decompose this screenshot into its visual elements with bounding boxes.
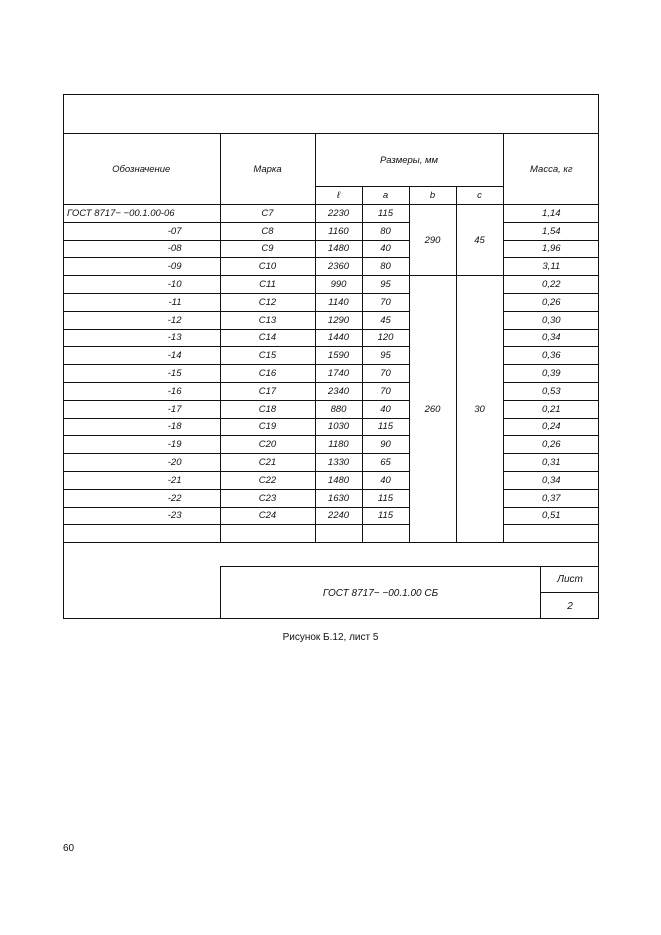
row-a: 90	[362, 436, 409, 454]
row-mass: 0,24	[503, 418, 599, 436]
table-row	[63, 507, 599, 525]
row-designation: -11	[63, 293, 220, 311]
row-l: 1330	[315, 454, 362, 472]
row-mass: 0,31	[503, 454, 599, 472]
row-designation: -18	[63, 418, 220, 436]
row-l: 1480	[315, 240, 362, 258]
row-a: 40	[362, 240, 409, 258]
row-l: 2240	[315, 507, 362, 525]
row-mass: 0,26	[503, 293, 599, 311]
header-mark: Марка	[220, 134, 315, 205]
row-mass: 1,14	[503, 205, 599, 223]
row-a: 95	[362, 276, 409, 294]
table-row	[63, 436, 599, 454]
row-designation: -21	[63, 471, 220, 489]
row-l: 2340	[315, 382, 362, 400]
table-row	[63, 471, 599, 489]
row-l: 2230	[315, 205, 362, 223]
table-row	[63, 329, 599, 347]
empty-mass	[503, 525, 599, 543]
group1-b: 290	[409, 205, 456, 276]
table-row	[63, 222, 599, 240]
row-a: 115	[362, 205, 409, 223]
row-mark: С20	[220, 436, 315, 454]
row-mark: С22	[220, 471, 315, 489]
row-designation: -10	[63, 276, 220, 294]
table-row	[63, 400, 599, 418]
row-a: 45	[362, 311, 409, 329]
row-designation: -15	[63, 365, 220, 383]
row-a: 120	[362, 329, 409, 347]
group2-c: 30	[456, 276, 503, 543]
row-mark: С18	[220, 400, 315, 418]
title-block-sheet-label: Лист	[541, 567, 599, 593]
row-l: 1030	[315, 418, 362, 436]
row-designation: -09	[63, 258, 220, 276]
row-designation: -17	[63, 400, 220, 418]
row-mass: 0,51	[503, 507, 599, 525]
figure-caption: Рисунок Б.12, лист 5	[282, 632, 379, 643]
row-mass: 0,21	[503, 400, 599, 418]
row-designation: -07	[63, 222, 220, 240]
row-mark: С9	[220, 240, 315, 258]
title-block-code: ГОСТ 8717− −00.1.00 СБ	[221, 567, 541, 619]
row-mark: С17	[220, 382, 315, 400]
row-designation: -16	[63, 382, 220, 400]
row-mass: 0,37	[503, 489, 599, 507]
row-mass: 0,34	[503, 471, 599, 489]
row-designation: -12	[63, 311, 220, 329]
table-row	[63, 489, 599, 507]
row-l: 1140	[315, 293, 362, 311]
row-l: 1440	[315, 329, 362, 347]
row-mark: С7	[220, 205, 315, 223]
group2-b: 260	[409, 276, 456, 543]
row-l: 880	[315, 400, 362, 418]
title-block-sheet-number: 2	[567, 600, 573, 612]
title-block	[220, 566, 599, 619]
row-a: 115	[362, 418, 409, 436]
row-mark: С8	[220, 222, 315, 240]
table-row	[63, 418, 599, 436]
header-b: b	[409, 187, 456, 205]
row-a: 80	[362, 258, 409, 276]
row-l: 1740	[315, 365, 362, 383]
header-c: c	[456, 187, 503, 205]
table-row	[63, 347, 599, 365]
row-a: 40	[362, 400, 409, 418]
specification-table	[63, 133, 599, 543]
row-l: 2360	[315, 258, 362, 276]
row-mass: 0,34	[503, 329, 599, 347]
table-row	[63, 293, 599, 311]
row-a: 65	[362, 454, 409, 472]
header-designation: Обозначение	[63, 134, 220, 205]
row-mass: 0,30	[503, 311, 599, 329]
header-dimensions: Размеры, мм	[315, 134, 503, 187]
group1-c: 45	[456, 205, 503, 276]
row-mark: С21	[220, 454, 315, 472]
row-mark: С15	[220, 347, 315, 365]
row-a: 70	[362, 293, 409, 311]
row-mark: С14	[220, 329, 315, 347]
table-row	[63, 365, 599, 383]
table-row	[63, 454, 599, 472]
row-designation: -20	[63, 454, 220, 472]
row-a: 95	[362, 347, 409, 365]
empty-row	[63, 525, 599, 543]
row-mass: 1,54	[503, 222, 599, 240]
empty-designation	[63, 525, 220, 543]
table-row	[63, 205, 599, 223]
row-a: 70	[362, 382, 409, 400]
row-a: 40	[362, 471, 409, 489]
row-mark: С10	[220, 258, 315, 276]
row-designation: ГОСТ 8717− −00.1.00-06	[63, 205, 220, 223]
row-l: 1590	[315, 347, 362, 365]
table-row	[63, 276, 599, 294]
header-row	[63, 134, 599, 187]
row-l: 1630	[315, 489, 362, 507]
row-mark: С24	[220, 507, 315, 525]
row-mass: 0,39	[503, 365, 599, 383]
row-mark: С11	[220, 276, 315, 294]
row-l: 990	[315, 276, 362, 294]
row-mass: 0,53	[503, 382, 599, 400]
table-row	[63, 382, 599, 400]
row-mark: С23	[220, 489, 315, 507]
table-row	[63, 258, 599, 276]
row-designation: -08	[63, 240, 220, 258]
empty-mark	[220, 525, 315, 543]
header-a: a	[362, 187, 409, 205]
row-mass: 3,11	[503, 258, 599, 276]
row-mark: С19	[220, 418, 315, 436]
row-designation: -23	[63, 507, 220, 525]
page-number: 60	[63, 843, 75, 854]
row-designation: -22	[63, 489, 220, 507]
header-l: ℓ	[315, 187, 362, 205]
row-designation: -13	[63, 329, 220, 347]
row-mass: 0,22	[503, 276, 599, 294]
row-l: 1290	[315, 311, 362, 329]
row-a: 115	[362, 507, 409, 525]
row-a: 80	[362, 222, 409, 240]
row-mark: С16	[220, 365, 315, 383]
table-row	[63, 240, 599, 258]
empty-a	[362, 525, 409, 543]
row-designation: -19	[63, 436, 220, 454]
row-mark: С12	[220, 293, 315, 311]
row-a: 70	[362, 365, 409, 383]
row-mass: 0,36	[503, 347, 599, 365]
row-l: 1160	[315, 222, 362, 240]
row-mass: 1,96	[503, 240, 599, 258]
row-designation: -14	[63, 347, 220, 365]
row-mass: 0,26	[503, 436, 599, 454]
row-a: 115	[362, 489, 409, 507]
row-l: 1480	[315, 471, 362, 489]
empty-l	[315, 525, 362, 543]
row-mark: С13	[220, 311, 315, 329]
table-row	[63, 311, 599, 329]
row-l: 1180	[315, 436, 362, 454]
header-mass: Масса, кг	[503, 134, 599, 205]
